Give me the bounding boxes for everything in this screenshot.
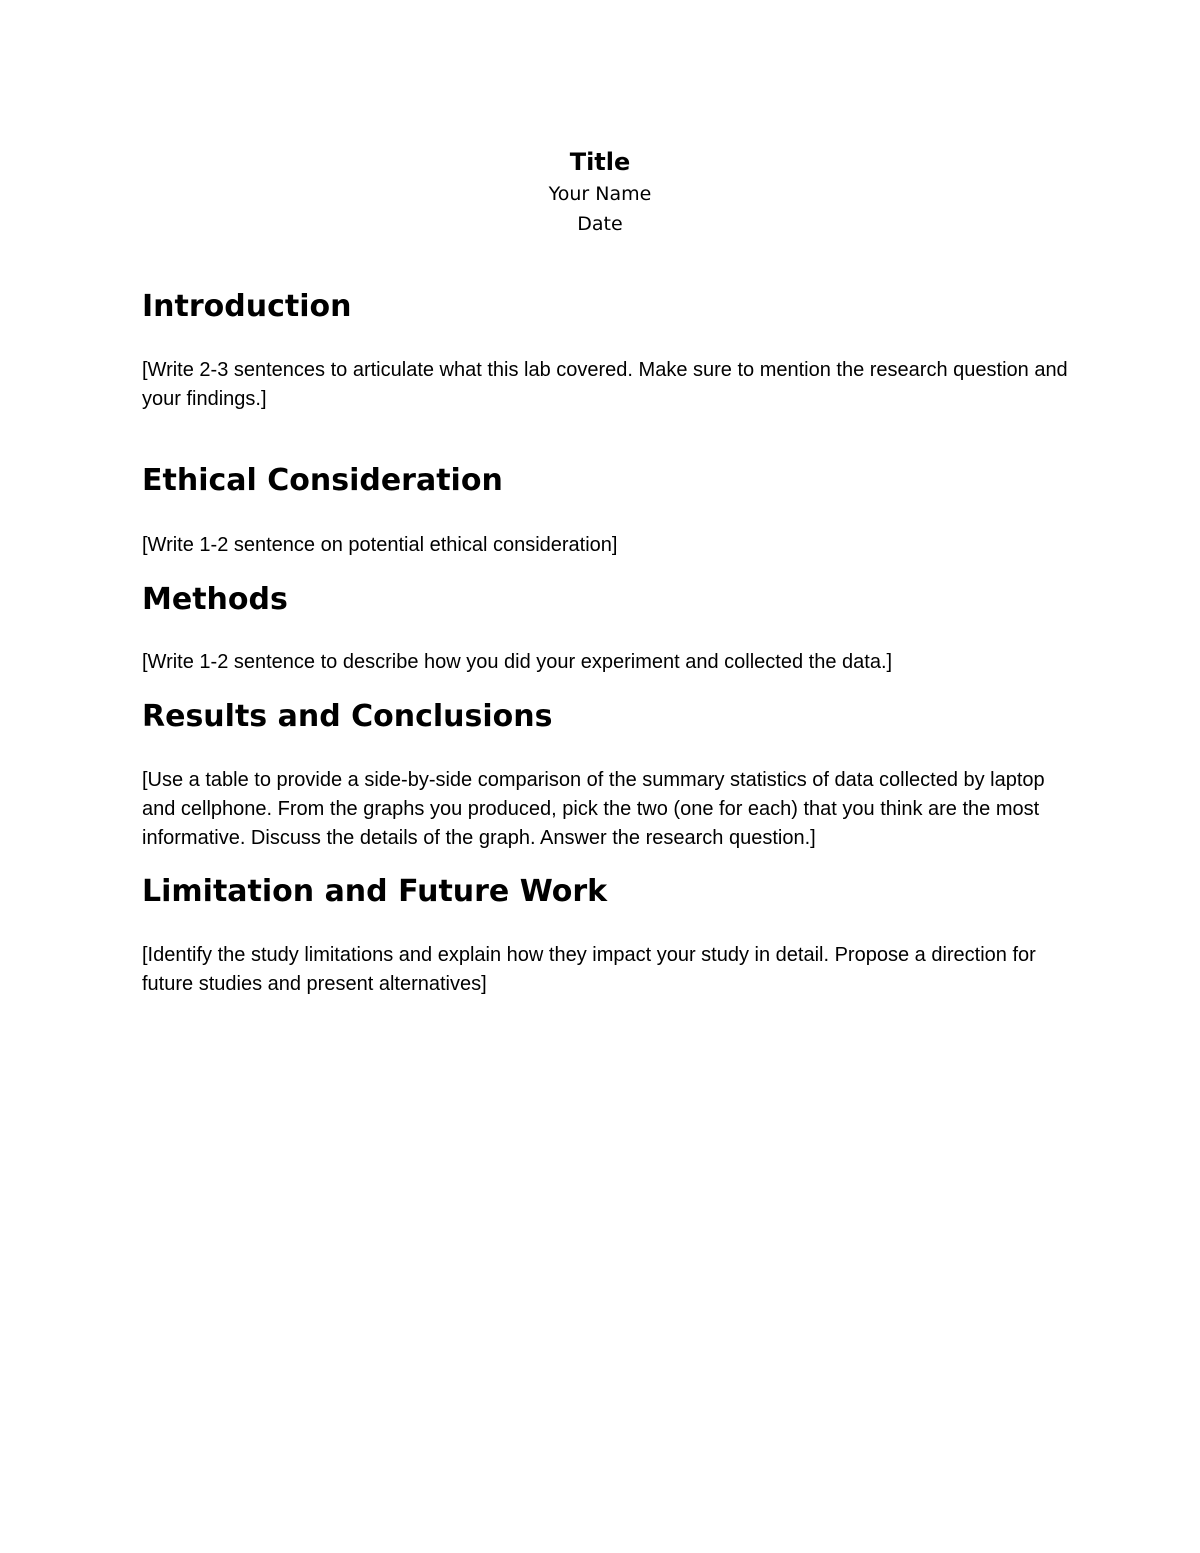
section-body-ethical-consideration: [Write 1-2 sentence on potential ethical consideration] [142, 534, 618, 556]
section-body-introduction: [Write 2-3 sentences to articulate what this lab covered. Make sure to mention the research question and your findings.] [142, 359, 1068, 410]
document-header [0, 145, 1200, 239]
document-date: Date [577, 213, 623, 235]
section-heading-methods: Methods [142, 582, 288, 617]
section-body-results-and-conclusions: [Use a table to provide a side-by-side comparison of the summary statistics of data collected by laptop and cellphone. From the graphs you produced, pick the two (one for each) that you think are the most informative. Discuss the details of the graph. Answer the research question.] [142, 769, 1045, 849]
document-title: Title [569, 148, 631, 176]
section-heading-ethical-consideration: Ethical Consideration [142, 463, 503, 498]
section-heading-results-and-conclusions: Results and Conclusions [142, 699, 553, 734]
section-body-methods: [Write 1-2 sentence to describe how you did your experiment and collected the data.] [142, 651, 893, 673]
section-heading-introduction: Introduction [142, 289, 352, 324]
section-body-limitation-and-future-work: [Identify the study limitations and explain how they impact your study in detail. Propose a direction for future studies and present alternatives] [142, 944, 1036, 995]
section-heading-limitation-and-future-work: Limitation and Future Work [142, 874, 608, 909]
author-name: Your Name [548, 183, 652, 205]
